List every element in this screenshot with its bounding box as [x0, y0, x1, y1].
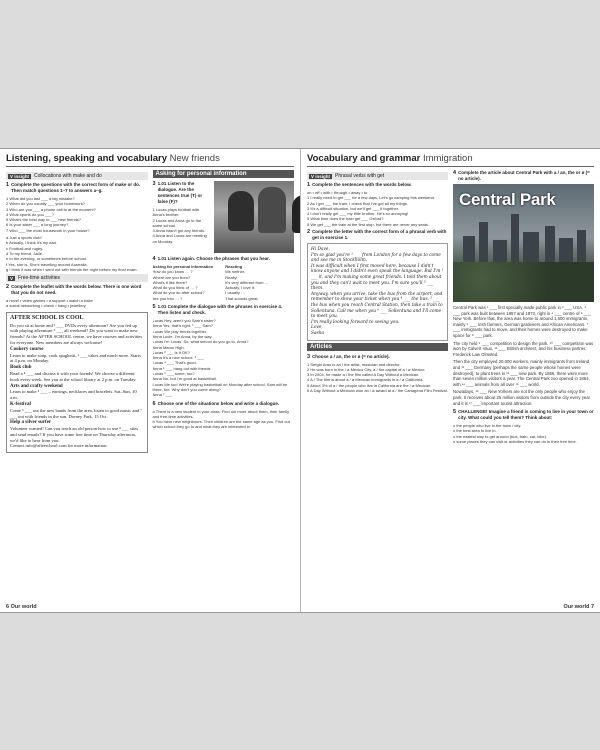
exercise-5-items	[453, 423, 594, 444]
list-item: 4 I don't really get ___ my little brother. He's so annoying!	[307, 211, 409, 217]
dialogue-line: Lucas We play tennis together.	[152, 328, 208, 334]
letter-line: It was difficult when I first moved here, because I didn't know anyone and I didn't even speak the language. But I'm ² ___ it, and I'm making some great friends. I told them about you and they can't wait to meet you. I'm sure you'll ³ ___ them.	[311, 263, 444, 292]
central-park-photo	[453, 184, 594, 302]
exercise-text: 1.01 Listen to the dialogue. Are the sentences true (T) or false (F)?	[157, 181, 203, 204]
right-title-main: Vocabulary and grammar	[307, 153, 421, 164]
exercise-5-instruction	[453, 409, 594, 421]
dialogue-line: Anna Yes, that's right. ¹ ___ Sam?	[152, 323, 213, 329]
word-list: a novel • video games • a support • watch a bake	[6, 298, 93, 304]
list-item: 5 About 3% of a / the people who live in California are the / ø Mexican.	[307, 382, 432, 388]
dialogue-line: Anna No, but I'm good at basketball.	[152, 376, 217, 382]
insight-tag: V insight	[311, 173, 330, 179]
exercise-6-instruction	[153, 401, 295, 407]
exercise-6-items	[153, 409, 295, 430]
exercise-1-instruction	[307, 182, 448, 188]
right-page-title	[307, 153, 594, 167]
exercise-2-instruction	[307, 229, 448, 241]
exercise-1-instruction	[6, 182, 148, 194]
exercise-1-items	[6, 196, 148, 272]
list-item: 2 As I get ___ the train, I check that I've got all my things.	[307, 200, 409, 206]
insight-tag: V insight	[10, 173, 29, 179]
list-item: 1 What did you last ___ a big mistake?	[6, 196, 75, 201]
exercise-number: 2	[6, 284, 10, 291]
list-item: d To my friend, Jade.	[6, 250, 44, 256]
phrase: That sounds great.	[225, 295, 259, 301]
left-title-main: Listening, speaking and vocabulary	[6, 153, 168, 164]
exercise-3-instruction	[153, 181, 211, 205]
exercise-number: 5	[453, 409, 457, 416]
list-item: 4 A / The film is about a / ø Mexican immigrants in a / ø California.	[307, 377, 424, 383]
phrase: It's very different from …	[225, 279, 269, 285]
left-page	[0, 149, 300, 612]
exercise-2-instruction	[6, 284, 148, 296]
exercise-number: 2	[307, 229, 311, 236]
dialogue-line: Lucas Me too! We're playing basketball on Monday after school. Sam will be there, too. Why don't you come along?	[152, 381, 288, 392]
phrase: What's it like there?	[152, 279, 188, 285]
list-item: 4 Anna and Lucas are meeting on Monday.	[152, 233, 207, 244]
insight-text: Phrasal verbs with get	[335, 173, 385, 179]
letter-line: I'm really looking forward to seeing you.	[311, 319, 400, 325]
list-item: 6 A Day Without a Mexican won an / ø award at a / the Cartagena Film Festival.	[307, 388, 448, 394]
dialogue-line: Anna Lucie. I'm Anna, by the way.	[152, 333, 213, 339]
list-item: 3 Who are you ___ a phone call to at the moment?	[6, 206, 96, 212]
leaflet-title: AFTER SCHOOL IS COOL	[10, 314, 84, 321]
exercise-text: 1.01 Complete the dialogue with the phrases in exercise 4. Then listen and check.	[157, 304, 283, 316]
letter-line: Love,	[311, 325, 323, 331]
exercise-2-word-box	[6, 298, 148, 309]
dialogue-line: Anna Manor High.	[152, 344, 185, 350]
list-item: 7 Who ___ the most housework in your house?	[6, 227, 90, 233]
list-item: a Just a sports club!	[6, 235, 42, 241]
exercise-number: 1	[307, 182, 311, 188]
exercise-text: Choose one of the situations below and write a dialogue.	[157, 400, 280, 406]
right-page-footer: Our world 7	[563, 604, 594, 610]
letter	[307, 243, 448, 341]
phrase: Asking for personal information	[152, 264, 214, 269]
list-item: 1 Sergio Arau is an / the artist, musician and director.	[307, 361, 401, 367]
phrase: How do you know … ?	[152, 269, 193, 275]
phrase: Me neither.	[225, 269, 246, 275]
exercise-4-instruction	[153, 256, 295, 262]
phrase: Are you into … ?	[152, 295, 183, 301]
dialogue-line: Lucas ² ___ Is it OK?	[152, 349, 190, 355]
leaflet-paragraph: Read a ⁴ ___ and discuss it with your friends! We choose a different book every week. See you at the school library at 2 p.m. on Tuesday.	[10, 370, 137, 382]
phrase: Really!	[225, 274, 238, 280]
leaflet-heading: K-festival	[10, 401, 31, 407]
leaflet	[6, 312, 148, 454]
list-item: 2 He was born in the / ø Mexico City, a / the capital of a / ø Mexico.	[307, 366, 426, 372]
insight-bar-free-time	[6, 274, 148, 282]
exercise-text: Complete the letter with the correct form of a phrasal verb with get in exercise 1.	[312, 229, 447, 241]
leaflet-contact: Contact info@afterschool.com for more information.	[10, 443, 108, 449]
exercise-number: 5	[152, 304, 156, 311]
list-item: 1 I really need to get ___ for a few days. Let's go camping this weekend.	[307, 195, 435, 201]
teens-photo	[214, 181, 295, 253]
list-item: b Actually, I think it's my dad.	[6, 240, 57, 246]
exercise-number: 4	[453, 170, 457, 176]
word-list: a social networking • check • hang • jewellery	[6, 303, 86, 309]
left-title-sub: New friends	[169, 153, 220, 164]
list-item: 4 What sports do you ___?	[6, 211, 54, 217]
leaflet-heading: Arts and crafty weekend	[10, 383, 63, 389]
leaflet-heading: Help a silver surfer	[10, 420, 52, 426]
list-item: 5 What's the best way to ___ new friends?	[6, 217, 82, 223]
exercise-4-phrases	[153, 264, 295, 301]
letter-line: Sasha	[311, 330, 325, 336]
exercise-5-dialogue	[153, 318, 295, 397]
textbook-spread	[0, 148, 600, 613]
list-item: o the easiest way to get around (bus, train, car, bike).	[453, 433, 548, 439]
list-item: c Football and rugby.	[6, 245, 44, 251]
asking-section-label: Asking for personal information	[153, 170, 295, 178]
list-item: 3 It's a difficult situation, but we'll get ___ it together.	[307, 205, 399, 211]
list-item: o some places they can visit or activities they can do in their free time.	[453, 438, 577, 444]
exercise-text: Complete the sentences with the words below.	[312, 182, 412, 187]
dialogue-line: Lucas ⁴ ___ That's good.	[152, 360, 197, 366]
letter-line: I'm so glad you're ¹ ___ from London for a few days to come and see me in Stockholm.	[311, 252, 441, 264]
exercise-text: Choose a / an, the or ø (= no article).	[312, 353, 390, 359]
list-item: 3 Anna hasn't got any friends.	[152, 228, 206, 234]
leaflet-heading: Book club	[10, 365, 32, 371]
list-item: f Yes, she is. She's travelling around Australia.	[6, 261, 88, 267]
right-title-sub: Immigration	[422, 153, 473, 164]
insight-text: Collocations with make and do	[34, 173, 102, 179]
dialogue-line: Lucas ⁶ ___ some, too?	[152, 371, 195, 377]
insight-bar-collocations	[6, 172, 148, 180]
article-paragraph: Central Park was ¹ ___ first specially made public park in ² ___ USA. ³ ___ park was built between 1857 and 1873, right in ⁴ ___ centre of ⁵ ___ New York. Before that, the area was home to around 1,600 immigrants, mainly ⁶ ___ Irish farmers, German gardeners and African Americans. ⁷ ___ immigrants had to move, and their homes were destroyed to make space for ⁸ ___ park.	[453, 305, 591, 338]
list-item: a There is a new student in your class. Find out more about them, their family and free-time activities.	[152, 408, 290, 419]
phrase: Where are you from?	[152, 274, 191, 280]
list-item: 2 Lucas and Anna go to the same school.	[152, 217, 202, 228]
dialogue-line: Anna ⁷ ___	[152, 392, 173, 398]
word-list: on • off • with • through • away • to	[307, 190, 368, 195]
articles-section-label: Articles	[307, 343, 448, 351]
dialogue-line: Lucas I'm Lucas. So, what school do you go to, Anna?	[152, 339, 249, 345]
exercise-3-items	[153, 207, 211, 244]
exercise-text: Complete the leaflet with the words below. There is one word that you do not need.	[11, 284, 142, 296]
left-column-2	[153, 170, 295, 453]
right-column-2	[453, 170, 594, 444]
exercise-text: Complete the article about Central Park with a / an, the or ø (= no article).	[458, 170, 590, 181]
letter-line: the bus when you reach Central Station, then take a train to Sollentuna. Call me when you ⁶ ___ Sollentuna and I'll come to meet you.	[311, 303, 443, 320]
exercise-text: 1.01 Listen again. Choose the phrases that you hear.	[157, 256, 270, 261]
insight-bar-phrasal-verbs	[307, 172, 448, 180]
exercise-number: 4	[152, 256, 156, 262]
dialogue-line: Anna It's a nice school. ³ ___	[152, 355, 204, 361]
exercise-1-items	[307, 195, 448, 227]
list-item: 2 When do you usually ___ your homework?	[6, 201, 85, 207]
article-paragraph: Nowadays, ¹⁶ ___ New Yorkers are not the only people who enjoy the park. It receives about 25 million visitors from outside the city every year and it is ¹⁷ ___ important tourist attraction.	[453, 389, 591, 406]
leaflet-paragraph: Learn to make ⁵ ___ – earrings, necklaces and bracelets. Sat–Sun, 10 a.m.	[10, 389, 137, 401]
central-park-image-title: Central Park	[459, 190, 556, 209]
list-item: 5 What time does the train get ___ Oxford?	[307, 216, 384, 222]
right-page	[300, 149, 600, 612]
insight-tag: V	[10, 275, 14, 281]
list-item: 6 We get ___ the train at the first stop, but there are never any seats.	[307, 221, 429, 227]
exercise-5-instruction	[153, 304, 295, 316]
exercise-text: CHALLENGE! Imagine a friend is coming to live in your town or city. What could you tell them? Think about:	[458, 409, 594, 421]
phrase: Reacting	[225, 264, 243, 269]
insight-text: Free-time activities	[18, 275, 60, 282]
letter-line: Hi Dave,	[311, 247, 330, 253]
exercise-number: 1	[6, 182, 10, 188]
exercise-3-instruction	[307, 354, 448, 360]
exercise-4-instruction	[453, 170, 594, 182]
list-item: g I think it was when I went out with friends the night before my final exam.	[6, 266, 138, 272]
list-item: 1 Lucas plays football with Anna's brother.	[152, 207, 200, 218]
list-item: e In the evening, or sometimes before school.	[6, 256, 87, 262]
phrase: What do you do after school?	[152, 290, 205, 296]
right-column-1	[307, 170, 448, 444]
list-item: o the best area to live in.	[453, 428, 497, 434]
phrase: What do you think of … ?	[152, 285, 198, 291]
list-item: 3 In 2004, he made a / the film called A Day Without a Mexican.	[307, 372, 420, 378]
exercise-3-items	[307, 362, 448, 394]
phrase: Actually, I love it.	[225, 285, 255, 291]
left-page-footer: 6 Our world	[6, 604, 37, 610]
letter-line: Anyway, when you arrive, take the bus from the airport, and remember to show your ticket when you ⁴ ___ the bus. ⁵ ___	[311, 291, 443, 303]
exercise-text: Complete the questions with the correct form of make or do. Then match questions 1–7 to answers a–g.	[11, 182, 141, 193]
central-park-article	[453, 305, 594, 406]
list-item: o the people who live in the town / city.	[453, 423, 522, 429]
exercise-number: 3	[152, 181, 156, 187]
list-item: b You have new neighbours. Their children are the same age as you. Find out which school they go to and what they are interested in.	[152, 419, 290, 430]
dialogue-line: Lucas Hey, aren't you Sam's sister?	[152, 318, 216, 324]
exercise-number: 3	[307, 353, 311, 360]
leaflet-heading: Cookery course	[10, 346, 44, 352]
article-paragraph: Then the city employed 20,000 workers, mainly immigrants from Ireland and ¹² ___ Germany (perhaps the same people whose homes were destroyed), to plant trees in ¹³ ___ new park. By 1866, there were more than seven million visitors a year. The Central Park zoo opened in 1864, with ¹⁴ ___ animals from all over ¹⁵ ___ world.	[453, 359, 590, 387]
article-paragraph: The city held ⁹ ___ competition to design the park. ¹⁰ ___ competition was won by Calvert Vaux, ¹¹ ___ British architect, and his business partner, Frederick Law Olmsted.	[453, 340, 594, 357]
leaflet-intro: Do you sit at home and ¹ ___ DVDs every afternoon? Are you fed up with playing adventure ² ___ all weekend? Do you want to make new friends? At the AFTER SCHOOL centre, we have courses and activities for everyone. New members are always welcome!	[10, 322, 143, 345]
list-item: 6 Is your sister ___ a long journey?	[6, 222, 69, 228]
exercise-number: 6	[152, 400, 156, 407]
leaflet-paragraph: Learn to make soup, cook spaghetti, ³ ___ cakes and much more. Starts at 4 p.m. on Monday.	[10, 352, 141, 364]
left-page-title	[6, 153, 294, 167]
phrase: I usually …	[225, 290, 246, 296]
left-column-1	[6, 170, 148, 453]
dialogue-line: Anna ⁵ ___ hang out with friends	[152, 365, 211, 371]
leaflet-paragraph: Volunteer wanted! Can you teach an old person how to use ⁸ ___ sites and send emails? If you have some free time on Thursday afternoon, we'd like to hear from you.	[10, 426, 139, 443]
leaflet-paragraph: Come ⁶ ___ out the new bands from the area, listen to good music and ⁷ ___ out with friends in the sun. Dorney Park, 15 Oct.	[10, 407, 142, 419]
